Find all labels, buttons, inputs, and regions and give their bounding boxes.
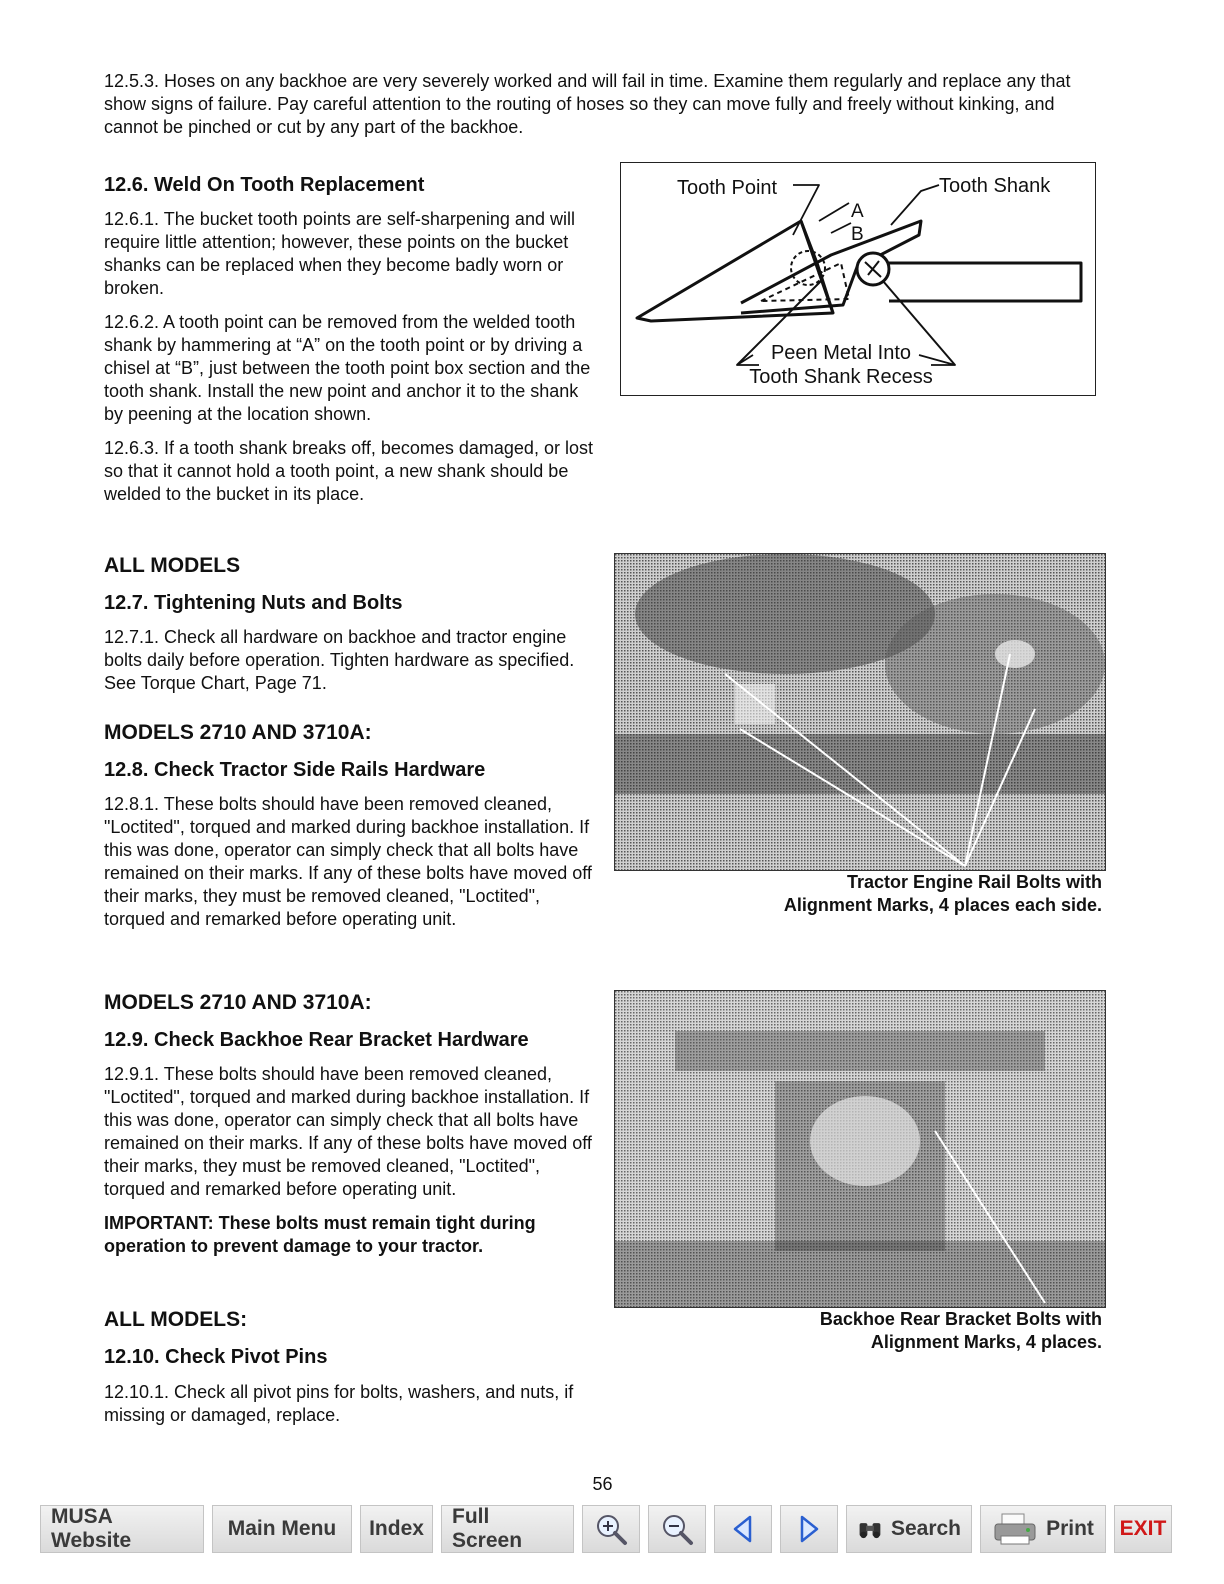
printer-icon	[992, 1512, 1038, 1546]
page-number: 56	[592, 1474, 613, 1494]
previous-page-button[interactable]	[714, 1505, 772, 1553]
important-note: IMPORTANT: These bolts must remain tight during operation to prevent damage to your tractor.	[104, 1213, 536, 1256]
engine-rail-bolts-photo	[614, 553, 1106, 871]
caption-line: Tractor Engine Rail Bolts with	[846, 872, 1102, 892]
tooth-point-label: Tooth Point	[677, 177, 778, 199]
paragraph: 12.7.1. Check all hardware on backhoe and tractor engine bolts daily before operation. Tighten hardware as specified. See Torque Chart, Page 71.	[104, 627, 575, 693]
caption-line: Alignment Marks, 4 places each side.	[783, 895, 1102, 915]
section-12-10	[104, 1307, 594, 1427]
musa-website-button[interactable]: MUSA Website	[40, 1505, 204, 1553]
section-12-7	[104, 553, 594, 695]
tooth-diagram-drawing	[621, 163, 1095, 395]
peen-label-line2: Tooth Shank Recess	[749, 366, 933, 388]
photo-image	[615, 991, 1105, 1307]
zoom-in-icon	[594, 1512, 628, 1546]
navigation-toolbar	[40, 1505, 1172, 1555]
section-12-9	[104, 990, 594, 1258]
tooth-diagram	[620, 162, 1096, 396]
peen-label-line1: Peen Metal Into	[770, 342, 912, 364]
zoom-in-button[interactable]	[582, 1505, 640, 1553]
paragraph: 12.6.2. A tooth point can be removed from the welded tooth shank by hammering at “A” on the tooth point or by driving a chisel at “B”, just between the tooth point box section and the tooth shank. Install the new point and anchor it to the shank by peening at the location shown.	[104, 312, 591, 424]
model-group-heading: ALL MODELS:	[104, 1308, 248, 1331]
full-screen-button[interactable]: Full Screen	[441, 1505, 574, 1553]
zoom-out-button[interactable]	[648, 1505, 706, 1553]
zoom-out-icon	[660, 1512, 694, 1546]
index-button[interactable]: Index	[360, 1505, 433, 1553]
section-heading: 12.10. Check Pivot Pins	[104, 1346, 328, 1368]
model-group-heading: MODELS 2710 AND 3710A:	[104, 991, 372, 1014]
label-a: A	[851, 201, 864, 222]
section-heading: 12.6. Weld On Tooth Replacement	[104, 174, 425, 196]
section-12-6	[104, 173, 594, 506]
exit-button[interactable]: EXIT	[1114, 1505, 1172, 1553]
section-12-8	[104, 720, 594, 931]
paragraph: 12.8.1. These bolts should have been removed cleaned, "Loctited", torqued and marked during backhoe installation. If this was done, operator can simply check that all bolts have remained on their marks. If any of these bolts have moved off their marks, they must be removed cleaned, "Loctited", torqued and remarked before operating unit.	[104, 794, 592, 929]
paragraph: 12.6.1. The bucket tooth points are self-sharpening and will require little attention; however, these points on the bucket shanks can be replaced when they become badly worn or broken.	[104, 209, 575, 298]
print-button[interactable]	[980, 1505, 1106, 1553]
section-heading: 12.8. Check Tractor Side Rails Hardware	[104, 759, 486, 781]
rear-bracket-bolts-photo	[614, 990, 1106, 1308]
main-menu-button[interactable]: Main Menu	[212, 1505, 352, 1553]
engine-rail-bolts-caption	[682, 871, 1102, 917]
triangle-right-icon	[796, 1514, 822, 1544]
paragraph: 12.10.1. Check all pivot pins for bolts, washers, and nuts, if missing or damaged, replace.	[104, 1382, 574, 1425]
rear-bracket-bolts-caption	[682, 1308, 1102, 1354]
photo-image	[615, 554, 1105, 870]
model-group-heading: MODELS 2710 AND 3710A:	[104, 721, 372, 744]
paragraph: 12.6.3. If a tooth shank breaks off, becomes damaged, or lost so that it cannot hold a tooth point, a new shank should be welded to the bucket in its place.	[104, 438, 593, 504]
search-button[interactable]	[846, 1505, 972, 1553]
caption-line: Backhoe Rear Bracket Bolts with	[819, 1309, 1102, 1329]
label-b: B	[851, 224, 864, 245]
print-label: Print	[1046, 1517, 1094, 1540]
search-label: Search	[890, 1517, 961, 1540]
model-group-heading: ALL MODELS	[104, 554, 241, 577]
tooth-shank-label: Tooth Shank	[939, 175, 1051, 197]
caption-line: Alignment Marks, 4 places.	[870, 1332, 1102, 1352]
section-heading: 12.9. Check Backhoe Rear Bracket Hardware	[104, 1029, 529, 1051]
section-heading: 12.7. Tightening Nuts and Bolts	[104, 592, 403, 614]
paragraph: 12.9.1. These bolts should have been removed cleaned, "Loctited", torqued and marked during backhoe installation. If this was done, operator can simply check that all bolts have remained on their marks. If any of these bolts have moved off their marks, they must be removed cleaned, "Loctited", torqued and remarked before operating unit.	[104, 1064, 592, 1199]
next-page-button[interactable]	[780, 1505, 838, 1553]
binoculars-icon	[857, 1514, 883, 1544]
intro-paragraph: 12.5.3. Hoses on any backhoe are very severely worked and will fail in time. Examine them regularly and replace any that show signs of failure. Pay careful attention to the routing of hoses so they can move fully and freely without kinking, and cannot be pinched or cut by any part of the backhoe.	[104, 71, 1071, 137]
triangle-left-icon	[730, 1514, 756, 1544]
